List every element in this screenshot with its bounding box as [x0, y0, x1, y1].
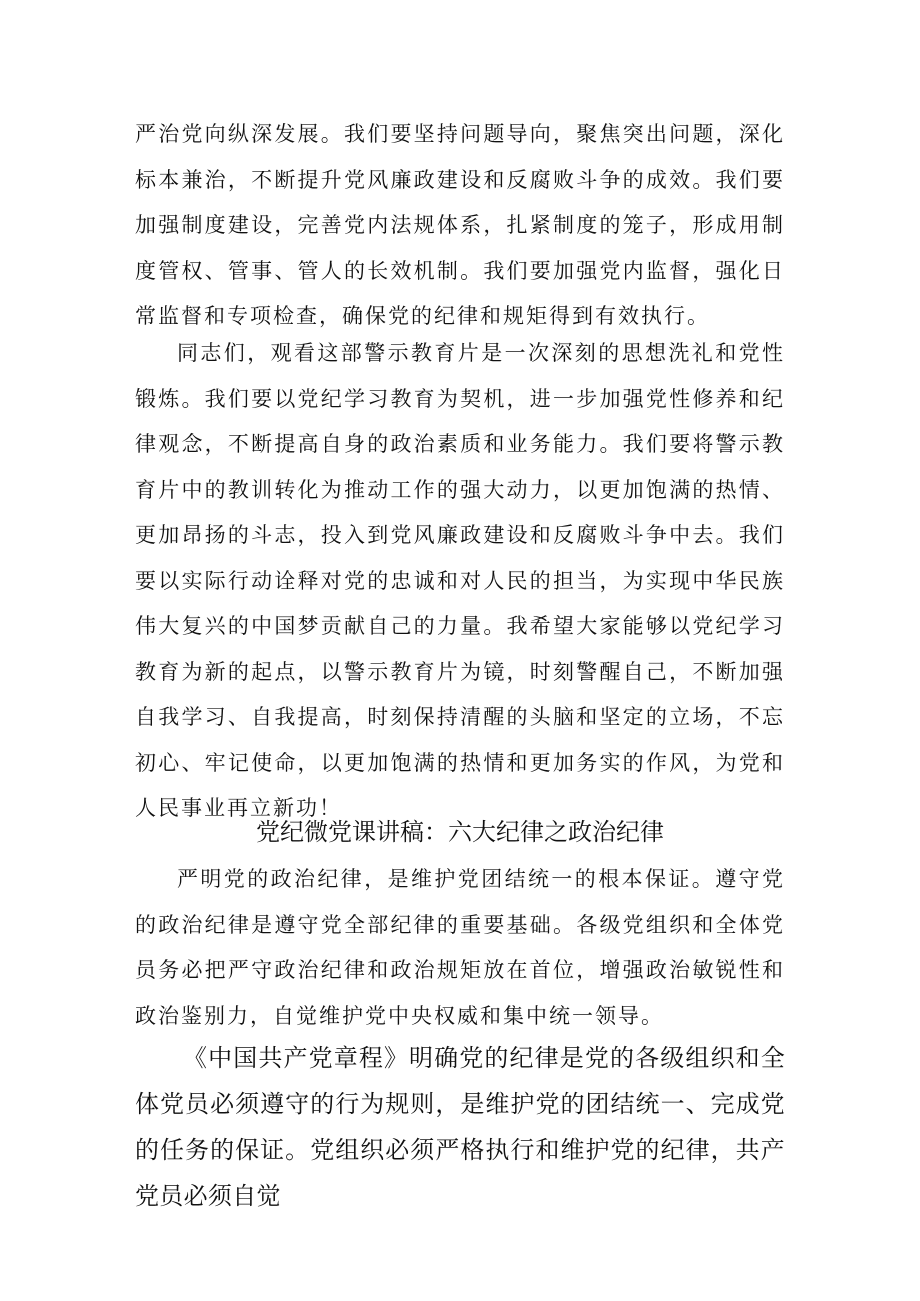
body-paragraph-2: 同志们，观看这部警示教育片是一次深刻的思想洗礼和党性锻炼。我们要以党纪学习教育为契机，进一步加强党性修养和纪律观念，不断提高自身的政治素质和业务能力。我们要将警示教育片中的教训转化为推动工作的强大动力，以更加饱满的热情、更加昂扬的斗志，投入到党风廉政建设和反腐败斗争中去。我们要以实际行动诠释对党的忠诚和对人民的担当，为实现中华民族伟大复兴的中国梦贡献自己的力量。我希望大家能够以党纪学习教育为新的起点，以警示教育片为镜，时刻警醒自己，不断加强自我学习、自我提高，时刻保持清醒的头脑和坚定的立场，不忘初心、牢记使命，以更加饱满的热情和更加务实的作风，为党和人民事业再立新功！ — [135, 341, 785, 820]
body-paragraph-1: 严治党向纵深发展。我们要坚持问题导向，聚焦突出问题，深化标本兼治，不断提升党风廉政建设和反腐败斗争的成效。我们要加强制度建设，完善党内法规体系，扎紧制度的笼子，形成用制度管权、管事、管人的长效机制。我们要加强党内监督，强化日常监督和专项检查，确保党的纪律和规矩得到有效执行。 — [135, 122, 785, 328]
section-paragraph-2: 《中国共产党章程》明确党的纪律是党的各级组织和全体党员必须遵守的行为规则，是维护党的团结统一、完成党的任务的保证。党组织必须严格执行和维护党的纪律，共产党员必须自觉 — [135, 1044, 785, 1210]
section-paragraph-1: 严明党的政治纪律，是维护党团结统一的根本保证。遵守党的政治纪律是遵守党全部纪律的重要基础。各级党组织和全体党员务必把严守政治纪律和政治规矩放在首位，增强政治敏锐性和政治鉴别力，自觉维护党中央权威和集中统一领导。 — [135, 867, 785, 1028]
section-heading: 党纪微党课讲稿：六大纪律之政治纪律 — [256, 818, 664, 846]
